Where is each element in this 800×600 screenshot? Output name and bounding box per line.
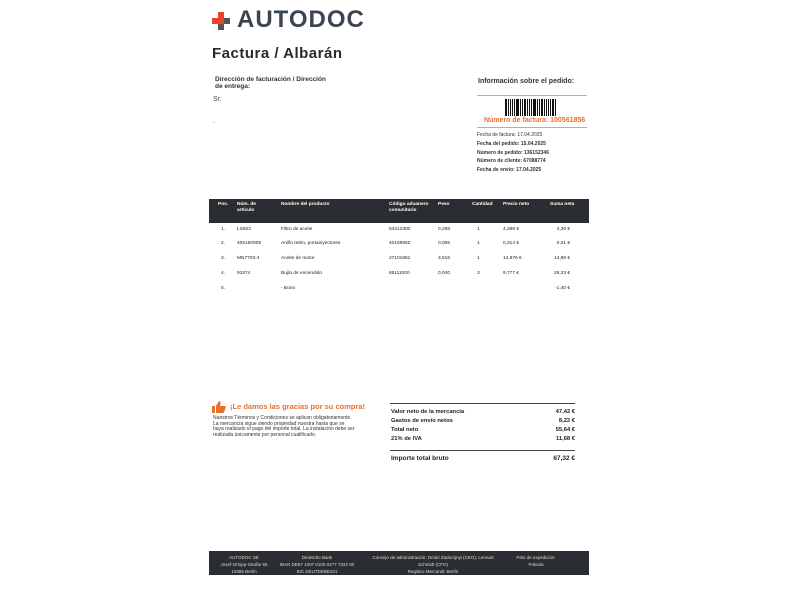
cell-net-sum: 0,31 € (556, 241, 570, 246)
cell-product: - Bono (281, 286, 296, 291)
invoice-date-line: Fecha de factura: 17.04.2025 (477, 132, 543, 138)
ship-date-line: Fecha de envío: 17.04.2025 (477, 167, 542, 173)
col-weight: Peso (438, 202, 450, 207)
cell-qty: 3 (477, 271, 480, 276)
order-info-title: Información sobre el pedido: (478, 78, 575, 85)
cell-qty: 1 (477, 241, 480, 246)
cell-pos: 1. (221, 227, 226, 232)
autodoc-logo-icon (212, 12, 230, 30)
footer (209, 551, 589, 575)
table-row (209, 268, 589, 282)
address-line: . (213, 118, 215, 125)
col-qty: Cantidad (472, 202, 493, 207)
table-row (209, 238, 589, 252)
cell-article: LS923 (237, 227, 251, 232)
cell-weight: 3,516 (438, 256, 451, 261)
cell-customs: 84212300 (389, 227, 411, 232)
divider (390, 403, 575, 404)
goods-net-label: Valor neto de la mercancía (391, 409, 465, 415)
cell-unit-price: 0,314 € (503, 241, 520, 246)
cell-weight: 0,040 (438, 271, 451, 276)
shipping-value: 8,22 € (558, 418, 575, 424)
shipping-label: Gastos de envío netos (391, 418, 453, 424)
goods-net-value: 47,42 € (555, 409, 575, 415)
col-net-sum: Suma neta (550, 202, 575, 207)
cell-net-sum: 4,30 € (556, 227, 570, 232)
table-row (209, 224, 589, 238)
total-net-label: Total neto (391, 427, 419, 433)
cell-customs: 40169952 (389, 241, 411, 246)
cell-product: Aceite de motor (281, 256, 315, 261)
divider (477, 95, 587, 96)
cell-customs: 27101981 (389, 256, 411, 261)
thanks-title: ¡Le damos las gracias por su compra! (230, 402, 366, 411)
order-number-line: Número de pedido: 136152346 (477, 150, 549, 156)
footer-company: AUTODOC SE Josef-Orlopp-Straße 55 10365 Berlin (220, 555, 268, 574)
table-row (209, 253, 589, 267)
cell-pos: 4. (221, 271, 226, 276)
footer-shipping-country: País de expedición: Polonia (516, 555, 556, 567)
cell-product: Bujía de encendido (281, 271, 323, 276)
footer-bank: Deutsche Bank IBAN DE87 1007 0100 0277 7222 00 BIC DEUTDEBB101 (279, 555, 355, 574)
footer-board: Consejo de administración: Dmitri Zadorojnyi (CEO), Lennart Schmidt (CFO) Registro Mercantil: Berlín (372, 555, 494, 574)
cell-pos: 3. (221, 256, 226, 261)
cell-unit-price: 9,777 € (503, 271, 520, 276)
divider (477, 127, 587, 128)
gross-total-label: Importe total bruto (391, 455, 449, 462)
invoice-number: Número de factura: 100561856 (484, 117, 586, 124)
col-pos: Pos. (218, 202, 229, 207)
col-customs: Código aduanero comunitario (389, 202, 429, 213)
vat-label: 21% de IVA (391, 436, 422, 442)
cell-net-sum: -1,40 € (555, 286, 570, 291)
customer-number-line: Número de cliente: 67088774 (477, 158, 546, 164)
cell-weight: 0,298 (438, 227, 451, 232)
cell-qty: 1 (477, 227, 480, 232)
cell-pos: 2. (221, 241, 226, 246)
logo-text: AUTODOC (237, 6, 365, 33)
cell-article: 405150009 (237, 241, 262, 246)
terms-text: Nuestros Términos y Condiciones se aplican obligatoriamente. La mercancía sigue siendo propiedad nuestra hasta que se haya realizado el pago del importe total. La instalación debe ser realizada únicamente por personal cualificado. (213, 415, 355, 438)
cell-weight: 0,006 (438, 241, 451, 246)
cell-customs: 85111000 (389, 271, 410, 276)
table-row (209, 283, 589, 297)
col-product: Nombre del producto (281, 202, 330, 207)
cell-qty: 1 (477, 256, 480, 261)
order-date-line: Fecha del pedido: 15.04.2025 (477, 141, 546, 147)
document-title: Factura / Albarán (212, 45, 343, 62)
cell-article: 91874 (237, 271, 251, 276)
address-salutation: Sr. (213, 96, 222, 103)
cell-pos: 5. (221, 286, 226, 291)
divider (390, 450, 575, 451)
cell-net-sum: 29,33 € (553, 271, 570, 276)
cell-unit-price: 4,298 € (503, 227, 520, 232)
thumbs-up-icon (212, 401, 226, 413)
cell-net-sum: 14,88 € (553, 256, 570, 261)
col-article: Núm. de artículo (237, 202, 256, 213)
vat-value: 11,68 € (555, 436, 575, 442)
table-header (209, 199, 589, 223)
address-title: Dirección de facturación / Dirección de entrega: (215, 76, 326, 90)
cell-product: Anillo retén, portainyectores (281, 241, 341, 246)
col-unit-price: Precio neto (503, 202, 530, 207)
cell-article: MN7703-4 (237, 256, 260, 261)
barcode-icon (505, 99, 557, 116)
gross-total-value: 67,32 € (553, 455, 575, 462)
cell-product: Filtro de aceite (281, 227, 313, 232)
total-net-value: 55,64 € (555, 427, 575, 433)
cell-unit-price: 14,876 € (503, 256, 522, 261)
